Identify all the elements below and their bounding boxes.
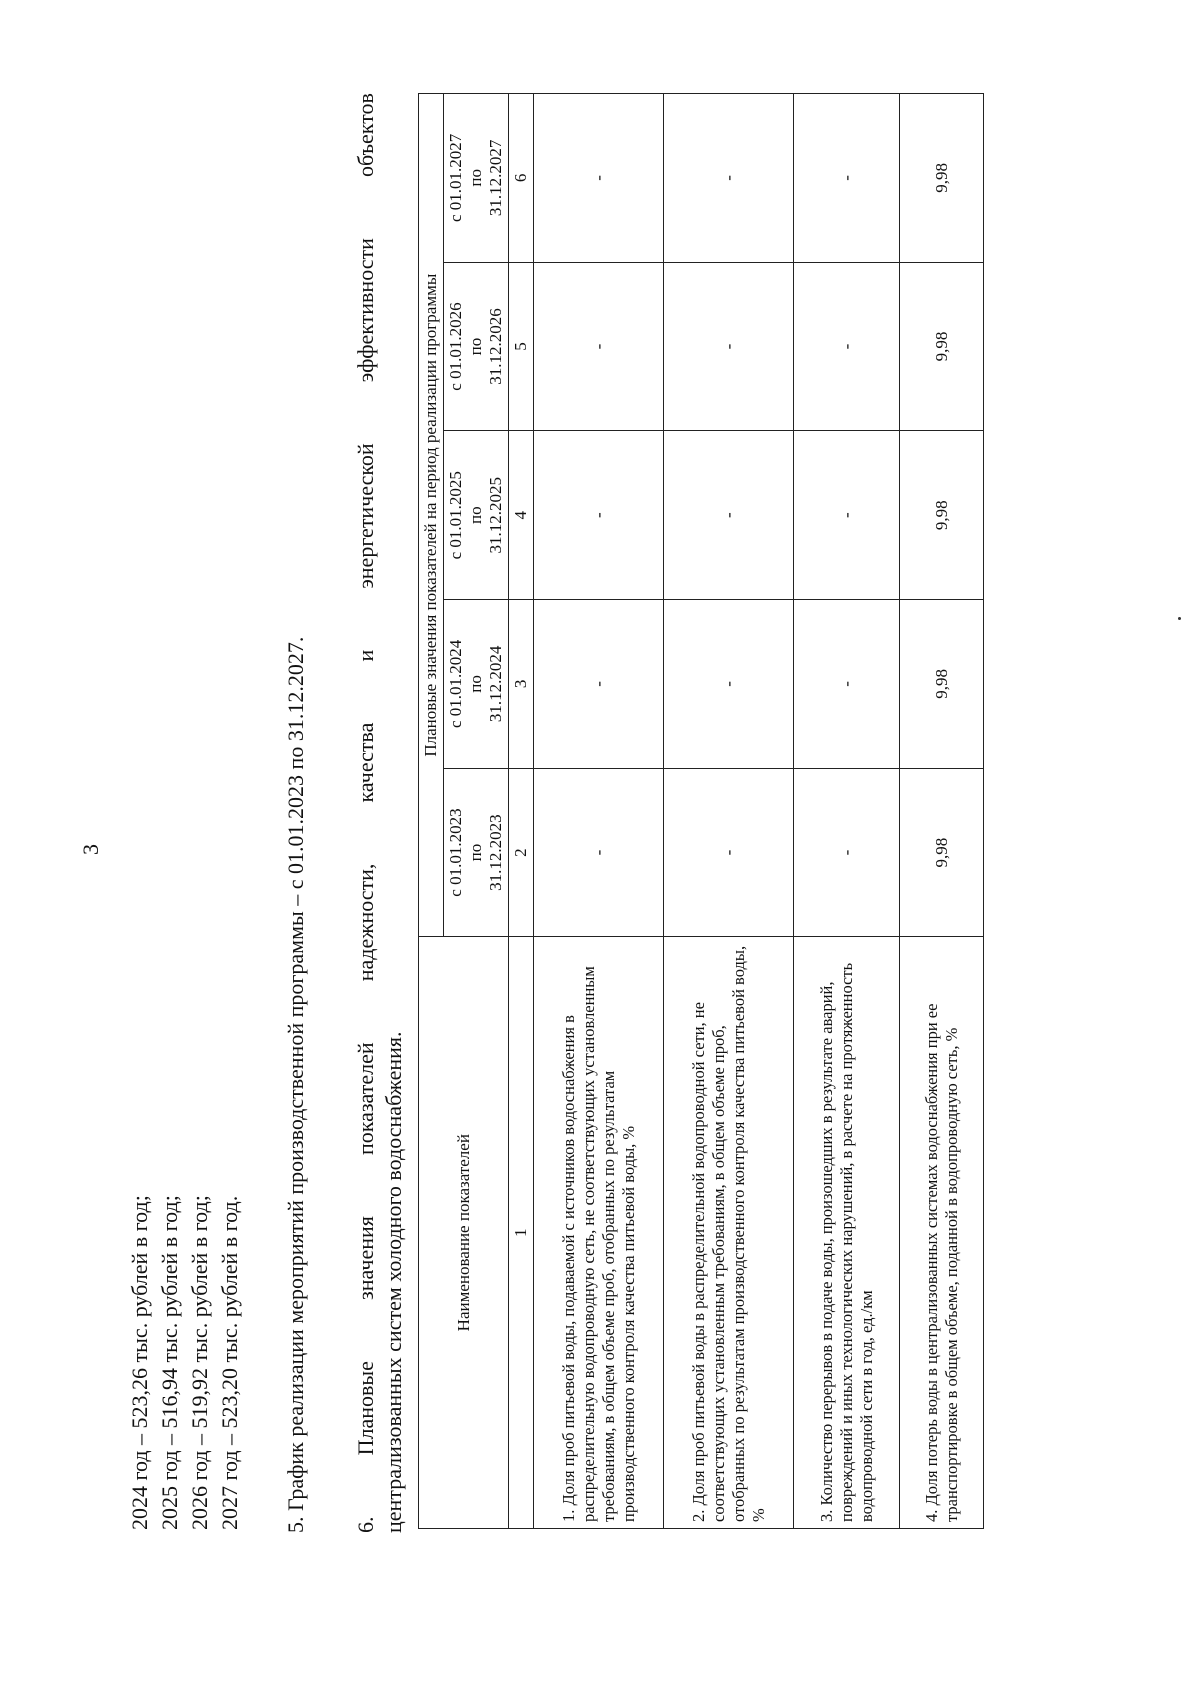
period-to-word: по xyxy=(466,337,485,356)
section-6-word: объектов xyxy=(353,93,378,177)
cost-line-2024: 2024 год – 523,26 тыс. рублей в год; xyxy=(127,1195,152,1530)
page-number: 3 xyxy=(78,844,103,855)
period-to: 31.12.2025 xyxy=(486,476,505,554)
indicator-name: 2. Доля проб питьевой воды в распределительной водопроводной сети, не соответствующих установленным требованиям, в общем объеме проб, отобранных по результатам производственного контроля качества питьевой воды, % xyxy=(664,937,794,1529)
period-to: 31.12.2026 xyxy=(486,308,505,385)
section-6-word: качества xyxy=(353,722,378,803)
period-header xyxy=(444,94,509,263)
scan-speck xyxy=(1178,617,1181,620)
section-6-word: Плановые xyxy=(353,1361,378,1456)
cost-line-2027: 2027 год – 523,20 тыс. рублей в год. xyxy=(217,1195,242,1530)
section-6-word: 6. xyxy=(353,1516,378,1533)
indicator-value: - xyxy=(534,262,664,431)
column-group-header: Плановые значения показателей на период реализации программы xyxy=(419,94,444,937)
period-from: с 01.01.2027 xyxy=(446,133,465,222)
indicator-value: - xyxy=(794,600,900,769)
section-6-word: показателей xyxy=(353,1042,378,1156)
section-6-line-1 xyxy=(352,93,380,1533)
column-number: 5 xyxy=(509,262,534,431)
table-header-row xyxy=(419,94,444,1529)
section-6-word: надежности, xyxy=(353,863,378,982)
column-number: 3 xyxy=(509,600,534,769)
indicator-value: - xyxy=(664,768,794,937)
column-number: 4 xyxy=(509,431,534,600)
period-to: 31.12.2023 xyxy=(486,814,505,891)
period-header xyxy=(444,768,509,937)
indicator-value: - xyxy=(534,768,664,937)
indicator-value: 9,98 xyxy=(900,600,984,769)
period-to-word: по xyxy=(466,169,485,187)
section-6-text xyxy=(352,93,408,1533)
indicator-value: - xyxy=(534,431,664,600)
section-6-word: и xyxy=(353,649,378,662)
period-to: 31.12.2027 xyxy=(486,139,505,217)
indicator-name: 1. Доля проб питьевой воды, подаваемой с источников водоснабжения в распределительную водопроводную сеть, не соответствующих установленным требованиям, в общем объеме проб, отобранных по результатам производственного контроля качества питьевой воды, % xyxy=(534,937,664,1529)
column-number: 1 xyxy=(509,937,534,1529)
table-row xyxy=(664,94,794,1529)
indicator-value: - xyxy=(794,94,900,263)
cost-line-2026: 2026 год – 519,92 тыс. рублей в год; xyxy=(187,1195,212,1530)
period-to-word: по xyxy=(466,506,485,525)
period-header xyxy=(444,262,509,431)
indicator-value: 9,98 xyxy=(900,768,984,937)
section-6-word: эффективности xyxy=(353,238,378,383)
indicator-value: - xyxy=(664,94,794,263)
indicator-value: 9,98 xyxy=(900,94,984,263)
cost-lines xyxy=(125,1195,245,1530)
period-to-word: по xyxy=(466,675,485,693)
indicator-name: 4. Доля потерь воды в централизованных системах водоснабжения при ее транспортировке в общем объеме, поданной в водопроводную сеть, % xyxy=(900,937,984,1529)
period-from: с 01.01.2025 xyxy=(446,471,465,560)
indicator-value: - xyxy=(664,600,794,769)
period-header xyxy=(444,600,509,769)
period-from: с 01.01.2024 xyxy=(446,639,465,729)
indicator-name: 3. Количество перерывов в подаче воды, произошедших в результате аварий, повреждений и иных технологических нарушений, в расчете на протяженность водопроводной сети в год, ед./км xyxy=(794,937,900,1529)
indicator-value: 9,98 xyxy=(900,262,984,431)
period-header xyxy=(444,431,509,600)
table-row xyxy=(534,94,664,1529)
indicator-value: - xyxy=(534,600,664,769)
indicator-value: - xyxy=(664,262,794,431)
table-row xyxy=(794,94,900,1529)
section-6-word: энергетической xyxy=(353,443,378,589)
indicator-value: - xyxy=(664,431,794,600)
column-number: 6 xyxy=(509,94,534,263)
table-row xyxy=(900,94,984,1529)
indicator-value: 9,98 xyxy=(900,431,984,600)
period-to: 31.12.2024 xyxy=(486,645,505,723)
section-6-word: значения xyxy=(353,1216,378,1300)
period-from: с 01.01.2023 xyxy=(446,808,465,897)
period-from: с 01.01.2026 xyxy=(446,302,465,391)
column-header-name: Наименование показателей xyxy=(419,937,509,1529)
section-5-text: 5. График реализации мероприятий производственной программы – с 01.01.2023 по 31.12.2027. xyxy=(283,636,308,1533)
section-6-line-2: централизованных систем холодного водоснабжения. xyxy=(381,1031,406,1533)
period-to-word: по xyxy=(466,843,485,862)
indicator-value: - xyxy=(534,94,664,263)
indicators-table xyxy=(418,93,984,1529)
column-number-row xyxy=(509,94,534,1529)
column-number: 2 xyxy=(509,768,534,937)
indicator-value: - xyxy=(794,431,900,600)
indicator-value: - xyxy=(794,768,900,937)
cost-line-2025: 2025 год – 516,94 тыс. рублей в год; xyxy=(157,1195,182,1530)
indicator-value: - xyxy=(794,262,900,431)
